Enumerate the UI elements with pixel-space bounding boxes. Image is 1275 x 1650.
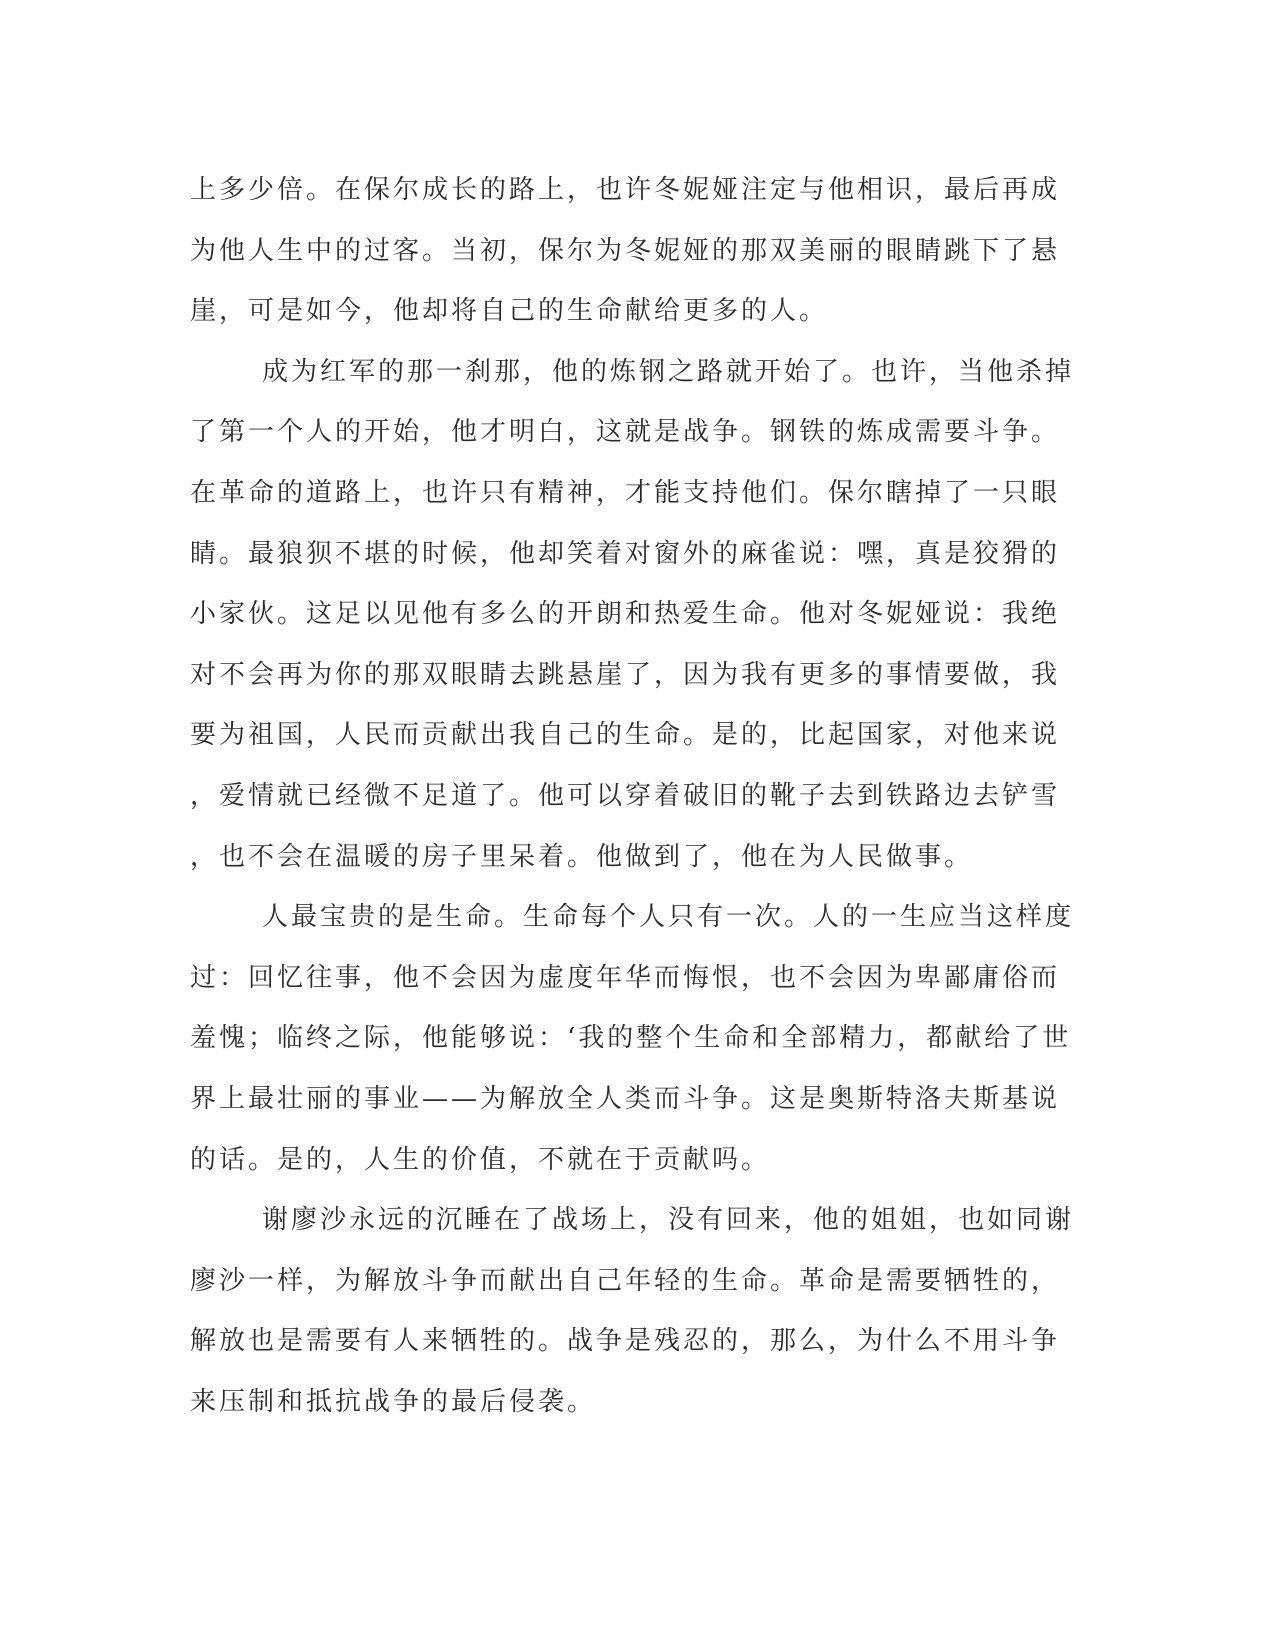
text-line: 睛。最狼狈不堪的时候，他却笑着对窗外的麻雀说：嘿，真是狡猾的 bbox=[190, 538, 1061, 569]
paragraph-start-line: 谢廖沙永远的沉睡在了战场上，没有回来，他的姐姐，也如同谢 bbox=[262, 1205, 1075, 1236]
text-line: 对不会再为你的那双眼睛去跳悬崖了，因为我有更多的事情要做，我 bbox=[190, 659, 1061, 690]
text-line: 了第一个人的开始，他才明白，这就是战争。钢铁的炼成需要斗争。 bbox=[190, 417, 1061, 448]
document-body bbox=[190, 160, 1080, 1432]
text-line: 在革命的道路上，也许只有精神，才能支持他们。保尔瞎掉了一只眼 bbox=[190, 477, 1061, 508]
text-line: 界上最壮丽的事业——为解放全人类而斗争。这是奥斯特洛夫斯基说 bbox=[190, 1083, 1061, 1114]
text-line: 上多少倍。在保尔成长的路上，也许冬妮娅注定与他相识，最后再成 bbox=[190, 175, 1061, 205]
text-line: ，也不会在温暖的房子里呆着。他做到了，他在为人民做事。 bbox=[190, 841, 974, 872]
text-line: 过：回忆往事，他不会因为虚度年华而悔恨，也不会因为卑鄙庸俗而 bbox=[190, 962, 1061, 993]
paragraph-start-line: 人最宝贵的是生命。生命每个人只有一次。人的一生应当这样度 bbox=[262, 902, 1075, 933]
text-line: 为他人生中的过客。当初，保尔为冬妮娅的那双美丽的眼睛跳下了悬 bbox=[190, 235, 1061, 266]
text-line: 羞愧；临终之际，他能够说：‘我的整个生命和全部精力，都献给了世 bbox=[190, 1023, 1072, 1054]
text-line: 要为祖国，人民而贡献出我自己的生命。是的，比起国家，对他来说 bbox=[190, 720, 1061, 751]
text-line: 廖沙一样，为解放斗争而献出自己年轻的生命。革命是需要牺牲的， bbox=[190, 1265, 1061, 1296]
text-line: 的话。是的，人生的价值，不就在于贡献吗。 bbox=[190, 1144, 771, 1175]
text-line: 来压制和抵抗战争的最后侵袭。 bbox=[190, 1386, 597, 1417]
text-line: 解放也是需要有人来牺牲的。战争是残忍的，那么，为什么不用斗争 bbox=[190, 1326, 1061, 1357]
text-line: 崖，可是如今，他却将自己的生命献给更多的人。 bbox=[190, 296, 829, 327]
paragraph-start-line: 成为红军的那一刹那，他的炼钢之路就开始了。也许，当他杀掉 bbox=[262, 356, 1075, 387]
text-line: 小家伙。这足以见他有多么的开朗和热爱生命。他对冬妮娅说：我绝 bbox=[190, 599, 1061, 630]
text-line: ，爱情就已经微不足道了。他可以穿着破旧的靴子去到铁路边去铲雪 bbox=[190, 780, 1061, 811]
